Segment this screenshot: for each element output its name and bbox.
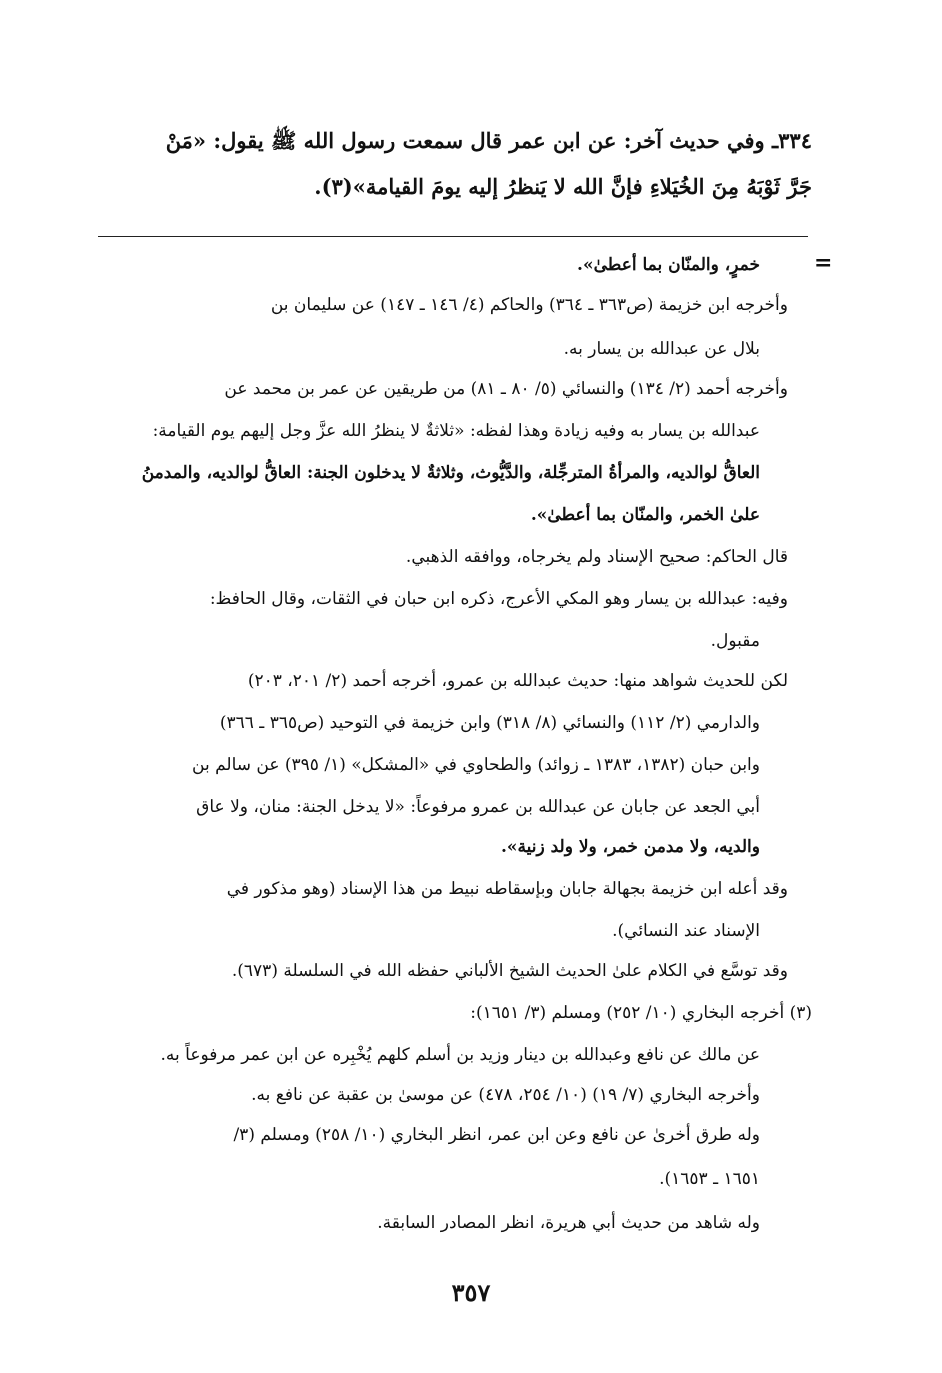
footnote-line: وأخرجه ابن خزيمة (ص٣٦٣ ـ ٣٦٤) والحاكم (٤/ ١٤٦ ـ ١٤٧) عن سليمان بن (270, 295, 788, 315)
main-text-line: جَرَّ ثَوْبَهُ مِنَ الخُيَلاءِ فإنَّ الله لا يَنظرُ إليه يومَ القيامة»(٣). (314, 174, 812, 199)
footnote-line: الإسناد عند النسائي). (612, 921, 760, 941)
footnote-line: لكن للحديث شواهد منها: حديث عبدالله بن عمرو، أخرجه أحمد (٢/ ٢٠١، ٢٠٣) (247, 671, 788, 691)
footnote-3-start: (٣) أخرجه البخاري (١٠/ ٢٥٢) ومسلم (٣/ ١٦٥١): (470, 1003, 812, 1023)
footnote-line: وفيه: عبدالله بن يسار وهو المكي الأعرج، ذكره ابن حبان في الثقات، وقال الحافظ: (209, 589, 788, 609)
footnote-line: خمرٍ، والمنّان بما أعطىٰ». (577, 255, 760, 275)
footnote-line: وأخرجه أحمد (٢/ ١٣٤) والنسائي (٥/ ٨٠ ـ ٨١) من طريقين عن عمر بن محمد عن (224, 379, 788, 399)
hadith-main-text (100, 118, 812, 210)
footnote-line: عبدالله بن يسار به وفيه زيادة وهذا لفظه: «ثلاثةٌ لا ينظرُ الله عزَّ وجل إليهم يوم القيامة: (152, 421, 760, 441)
footnote-line: وله شاهد من حديث أبي هريرة، انظر المصادر السابقة. (377, 1213, 760, 1233)
footnote-line: أبي الجعد عن جابان عن عبدالله بن عمرو مرفوعاً: «لا يدخل الجنة: منان، ولا عاق (196, 797, 760, 817)
footnote-line: قال الحاكم: صحيح الإسناد ولم يخرجاه، ووافقه الذهبي. (405, 547, 788, 567)
footnote-line: وله طرق أخرىٰ عن نافع وعن ابن عمر، انظر البخاري (١٠/ ٢٥٨) ومسلم (٣/ (233, 1125, 760, 1145)
footnote-line: وقد أعله ابن خزيمة بجهالة جابان وبإسقاطه نبيط من هذا الإسناد (وهو مذكور في (226, 879, 788, 899)
footnote-line: ١٦٥١ ـ ١٦٥٣). (659, 1169, 760, 1189)
footnote-line: العاقُّ لوالديه، والمرأةُ المترجِّلة، والدَّيُّوث، وثلاثةٌ لا يدخلون الجنة: العاقُّ لوالديه، والمدمنُ (141, 463, 760, 483)
main-text-line: ٣٣٤ـ وفي حديث آخر: عن ابن عمر قال سمعت رسول الله ﷺ يقول: «مَنْ (165, 128, 812, 153)
footnote-line: والديه، ولا مدمن خمر، ولا ولد زنية». (500, 837, 760, 857)
footnote-line: وأخرجه البخاري (٧/ ١٩) (١٠/ ٢٥٤، ٤٧٨) عن موسىٰ بن عقبة عن نافع به. (251, 1085, 760, 1105)
footnote-separator (98, 236, 808, 237)
footnote-line: بلال عن عبدالله بن يسار به. (563, 339, 760, 359)
footnote-line: والدارمي (٢/ ١١٢) والنسائي (٨/ ٣١٨) وابن خزيمة في التوحيد (ص٣٦٥ ـ ٣٦٦) (219, 713, 760, 733)
footnote-line: وقد توسَّع في الكلام علىٰ الحديث الشيخ الألباني حفظه الله في السلسلة (٦٧٣). (231, 961, 788, 981)
continuation-mark: = (814, 250, 833, 276)
footnote-line: علىٰ الخمر، والمنّان بما أعطىٰ». (530, 505, 760, 525)
footnote-line: وابن حبان (١٣٨٢، ١٣٨٣ ـ زوائد) والطحاوي في «المشكل» (١/ ٣٩٥) عن سالم بن (192, 755, 760, 775)
footnote-line: عن مالك عن نافع وعبدالله بن دينار وزيد بن أسلم كلهم يُخْبِره عن ابن عمر مرفوعاً به. (160, 1045, 760, 1065)
page-number: ٣٥٧ (451, 1278, 491, 1307)
footnote-line: مقبول. (710, 631, 760, 651)
